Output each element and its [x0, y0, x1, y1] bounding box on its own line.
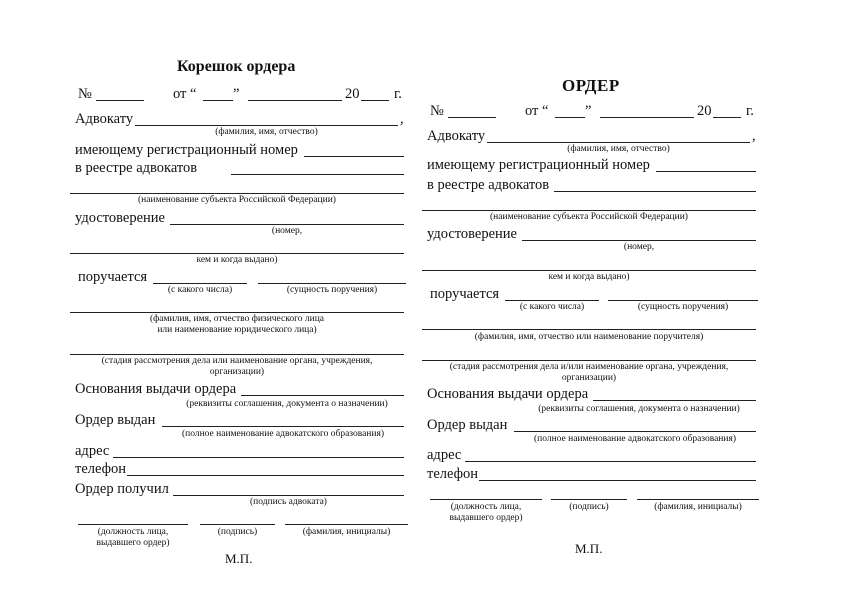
stub-position-caption-1: (должность лица,: [97, 527, 169, 537]
order-date-prefix: от “: [525, 103, 549, 119]
stub-year-prefix: 20: [345, 86, 360, 102]
order-issued-by-field[interactable]: [514, 431, 756, 432]
stub-number-caption: (номер,: [271, 226, 303, 236]
order-position-caption-1: (должность лица,: [450, 502, 522, 512]
order-date-quote: ”: [585, 103, 592, 119]
stub-agreement-caption: (реквизиты соглашения, документа о назначении): [186, 399, 388, 409]
order-issued-field[interactable]: [422, 270, 756, 271]
order-reg-number-label: имеющему регистрационный номер: [427, 157, 650, 173]
stub-person-caption-1: (фамилия, имя, отчество физического лица: [149, 314, 325, 324]
order-entrusted-label: поручается: [430, 286, 500, 302]
order-initials-field[interactable]: [637, 499, 759, 500]
stub-entrusted-label: поручается: [78, 269, 148, 285]
order-region-caption: (наименование субъекта Российской Федерации): [490, 212, 688, 222]
order-region-field[interactable]: [422, 210, 756, 211]
stub-number-label: №: [78, 86, 92, 102]
order-registry-label: в реестре адвокатов: [427, 177, 550, 193]
order-position-caption-2: выдавшего ордер): [449, 513, 523, 523]
stub-date-prefix: от “: [173, 86, 197, 102]
order-stage-caption-1: (стадия рассмотрения дела и/или наименование органа, учреждения,: [449, 362, 729, 372]
order-signature-caption: (подпись): [569, 502, 609, 512]
stub-title: Корешок ордера: [177, 58, 296, 75]
order-phone-label: телефон: [427, 466, 479, 482]
order-signature-field[interactable]: [551, 499, 627, 500]
order-essence-caption: (сущность поручения): [637, 302, 729, 312]
order-position-field[interactable]: [430, 499, 542, 500]
stub-address-label: адрес: [75, 443, 110, 459]
stub-lawyer-comma: ,: [400, 111, 404, 127]
stub-year-suffix: г.: [394, 86, 402, 102]
order-day-field[interactable]: [555, 117, 585, 118]
order-org-caption: (полное наименование адвокатского образования): [533, 434, 737, 444]
order-certificate-field[interactable]: [522, 240, 756, 241]
order-month-field[interactable]: [600, 117, 694, 118]
stub-stamp: М.П.: [225, 551, 253, 566]
stub-date-quote: ”: [233, 86, 240, 102]
stub-org-caption: (полное наименование адвокатского образования): [181, 429, 385, 439]
stub-stage-caption-1: (стадия рассмотрения дела или наименование органа, учреждения,: [101, 356, 373, 366]
order-principal-field[interactable]: [422, 329, 756, 330]
order-year-prefix: 20: [697, 103, 712, 119]
order-essence-field[interactable]: [608, 300, 758, 301]
order-address-label: адрес: [427, 447, 462, 463]
order-phone-field[interactable]: [479, 480, 756, 481]
order-grounds-field[interactable]: [593, 400, 756, 401]
stub-signature-caption: (подпись): [217, 527, 258, 537]
order-address-field[interactable]: [465, 461, 756, 462]
order-title: ОРДЕР: [562, 76, 620, 95]
order-lawyer-field[interactable]: [487, 142, 750, 143]
stub-phone-label: телефон: [75, 461, 127, 477]
stub-person-caption-2: или наименование юридического лица): [157, 325, 317, 335]
order-stage-field[interactable]: [422, 360, 756, 361]
stub-grounds-label: Основания выдачи ордера: [75, 381, 237, 397]
stub-lawyer-sign-caption: (подпись адвоката): [250, 497, 327, 507]
order-from-date-field[interactable]: [505, 300, 599, 301]
stub-stage-caption-2: организации): [209, 367, 265, 377]
order-registry-field[interactable]: [554, 191, 756, 192]
order-fio-caption: (фамилия, имя, отчество): [567, 144, 670, 154]
stub-region-caption: (наименование субъекта Российской Федерации): [138, 195, 336, 205]
stub-issued-caption: кем и когда выдано): [196, 255, 278, 265]
order-stage-caption-2: организации): [561, 373, 617, 383]
order-number-label: №: [430, 103, 444, 119]
stub-initials-caption: (фамилия, инициалы): [302, 527, 391, 537]
stub-certificate-label: удостоверение: [75, 210, 165, 226]
order-agreement-caption: (реквизиты соглашения, документа о назначении): [538, 404, 740, 414]
stub-received-label: Ордер получил: [75, 481, 169, 497]
order-grounds-label: Основания выдачи ордера: [427, 386, 589, 402]
order-year-field[interactable]: [713, 117, 741, 118]
order-number-caption: (номер,: [623, 242, 655, 252]
stub-fio-caption: (фамилия, имя, отчество): [215, 127, 318, 137]
order-issued-by-label: Ордер выдан: [427, 417, 508, 433]
stub-reg-number-label: имеющему регистрационный номер: [75, 142, 298, 158]
order-number-field[interactable]: [448, 117, 496, 118]
stub-registry-label: в реестре адвокатов: [75, 160, 198, 176]
order-reg-number-field[interactable]: [656, 171, 756, 172]
stub-from-date-caption: (с какого числа): [167, 285, 233, 295]
order-certificate-label: удостоверение: [427, 226, 517, 242]
stub-position-caption-2: выдавшего ордер): [96, 538, 170, 548]
order-principal-caption: (фамилия, имя, отчество или наименование поручителя): [474, 332, 704, 342]
stub-essence-caption: (сущность поручения): [286, 285, 378, 295]
order-year-suffix: г.: [746, 103, 754, 119]
stub-issued-by-label: Ордер выдан: [75, 412, 156, 428]
order-lawyer-comma: ,: [752, 128, 756, 144]
order-stamp: М.П.: [575, 541, 603, 556]
stub-lawyer-label: Адвокату: [75, 111, 134, 127]
order-issued-caption: кем и когда выдано): [548, 272, 630, 282]
order-from-date-caption: (с какого числа): [519, 302, 585, 312]
order-lawyer-label: Адвокату: [427, 128, 486, 144]
order-initials-caption: (фамилия, инициалы): [654, 502, 742, 512]
